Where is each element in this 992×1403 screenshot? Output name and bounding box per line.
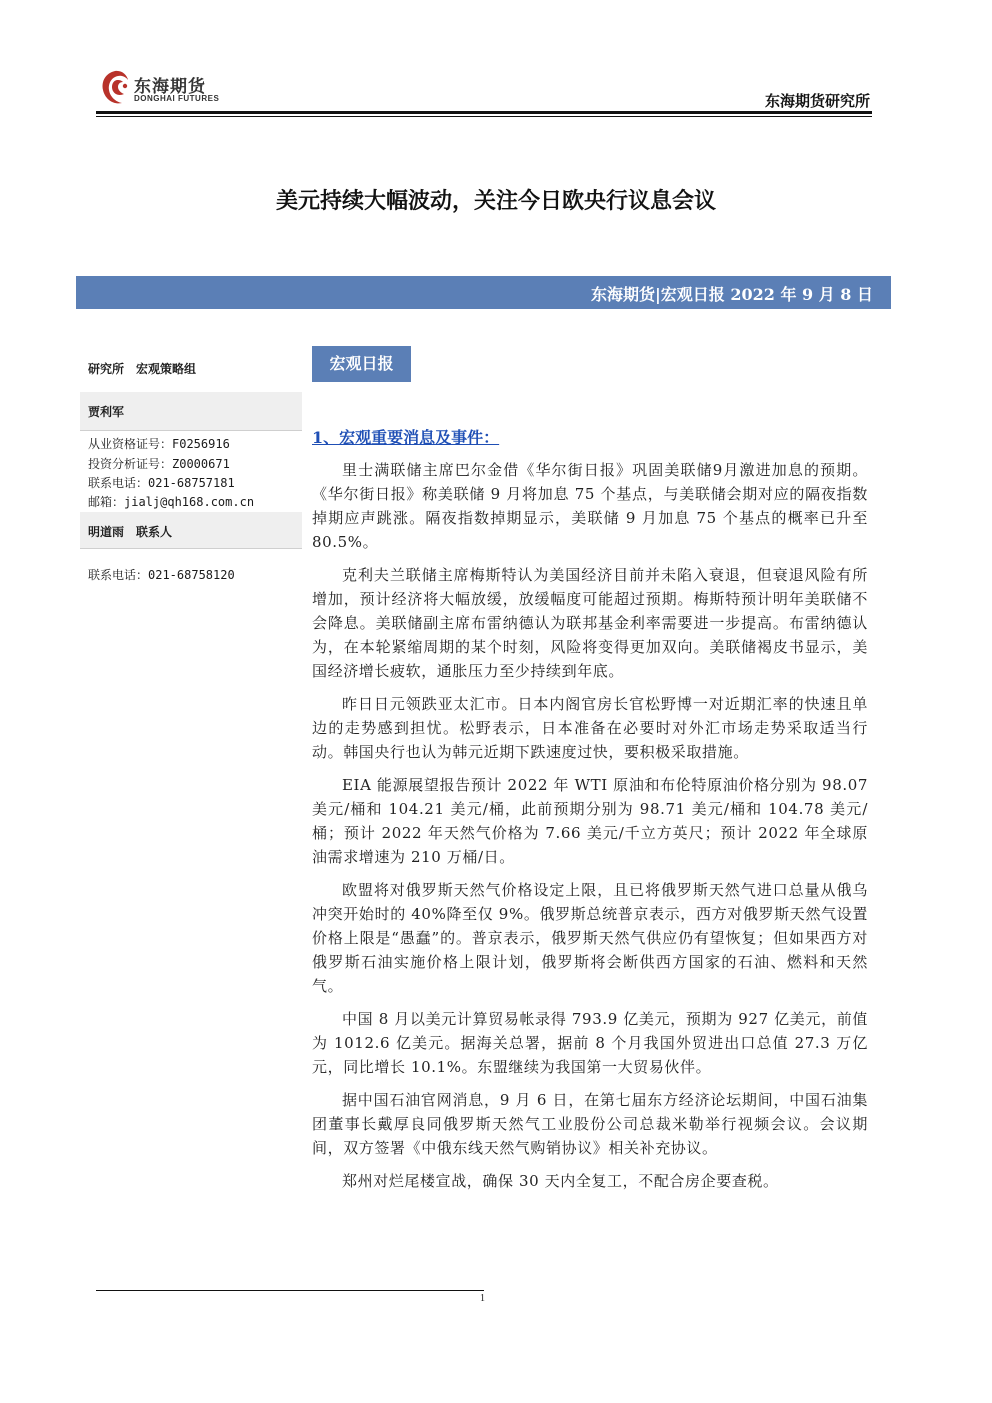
sidebar-divider [80,430,302,431]
analyst-email: 邮箱：jialj@qh168.com.cn [88,495,255,509]
analyst-phone: 联系电话：021-68757181 [88,476,235,490]
contact-header [80,512,302,548]
footer-divider [96,1290,484,1291]
body-paragraph: 欧盟将对俄罗斯天然气价格设定上限，且已将俄罗斯天然气进口总量从俄乌冲突开始时的 40%降至仅 9%。俄罗斯总统普京表示，西方对俄罗斯天然气设置价格上限是“愚蠢”的。普京表示，俄罗斯天然气供应仍有望恢复；但如果西方对俄罗斯石油实施价格上限计划，俄罗斯将会断供西方国家的石油、燃料和天然气。 [312,881,868,995]
page-number: 1 [480,1293,485,1304]
dept-label: 研究所 宏观策略组 [88,362,197,376]
section-heading: 1、宏观重要消息及事件： [312,428,500,447]
analyst-qualification: 从业资格证号：F0256916 [88,437,230,451]
body-paragraph: 中国 8 月以美元计算贸易帐录得 793.9 亿美元，预期为 927 亿美元，前值为 1012.6 亿美元。据海关总署，据前 8 个月我国外贸进出口总值 27.3 万亿元，同比增长 10.1%。东盟继续为我国第一大贸易伙伴。 [312,1010,868,1076]
logo-chinese-name: 东海期货 [134,77,206,97]
body-paragraph: 克利夫兰联储主席梅斯特认为美国经济目前并未陷入衰退，但衰退风险有所增加，预计经济将大幅放缓，放缓幅度可能超过预期。梅斯特预计明年美联储不会降息。美联储副主席布雷纳德认为联邦基金利率需要进一步提高。布雷纳德认为，在本轮紧缩周期的某个时刻，风险将变得更加双向。美联储褐皮书显示，美国经济增长疲软，通胀压力至少持续到年底。 [312,566,868,680]
logo-english-name: DONGHAI FUTURES [134,94,220,103]
dragon-logo-icon [98,68,132,108]
analyst-header [80,392,302,430]
contact-phone: 联系电话：021-68758120 [88,568,235,582]
report-body [312,458,868,1202]
sidebar-divider [80,548,302,549]
body-paragraph: 昨日日元领跌亚太汇市。日本内阁官房长官松野博一对近期汇率的快速且单边的走势感到担忧。松野表示，日本准备在必要时对外汇市场走势采取适当行动。韩国央行也认为韩元近期下跌速度过快，要积极采取措施。 [312,695,868,761]
body-paragraph: 郑州对烂尾楼宣战，确保 30 天内全复工，不配合房企要查税。 [342,1172,779,1190]
header-divider-thin [96,116,872,117]
institute-name: 东海期货研究所 [764,92,870,110]
report-type-tag: 宏观日报 [312,346,411,382]
body-paragraph: 里士满联储主席巴尔金借《华尔街日报》巩固美联储9月激进加息的预期。《华尔街日报》称美联储 9 月将加息 75 个基点，与美联储会期对应的隔夜指数掉期应声跳涨。隔夜指数掉期显示，美联储 9 月加息 75 个基点的概率已升至 80.5%。 [312,461,868,551]
analyst-name: 贾利军 [88,405,125,419]
body-paragraph: 据中国石油官网消息，9 月 6 日，在第七届东方经济论坛期间，中国石油集团董事长戴厚良同俄罗斯天然气工业股份公司总裁米勒举行视频会议。会议期间，双方签署《中俄东线天然气购销协议》相关补充协议。 [312,1091,868,1157]
company-logo [98,68,238,112]
header-divider [96,111,872,114]
report-title: 美元持续大幅波动，关注今日欧央行议息会议 [275,188,716,214]
banner-text: 东海期货|宏观日报 2022 年 9 月 8 日 [590,285,873,304]
report-banner [76,276,891,309]
body-paragraph: EIA 能源展望报告预计 2022 年 WTI 原油和布伦特原油价格分别为 98.07 美元/桶和 104.21 美元/桶，此前预期分别为 98.71 美元/桶和 104.78 美元/桶；预计 2022 年天然气价格为 7.66 美元/千立方英尺；预计 2022 年全球原油需求增速为 210 万桶/日。 [312,776,868,866]
analyst-investment-cert: 投资分析证号：Z0000671 [88,457,230,471]
contact-name: 明道雨 联系人 [88,525,173,539]
